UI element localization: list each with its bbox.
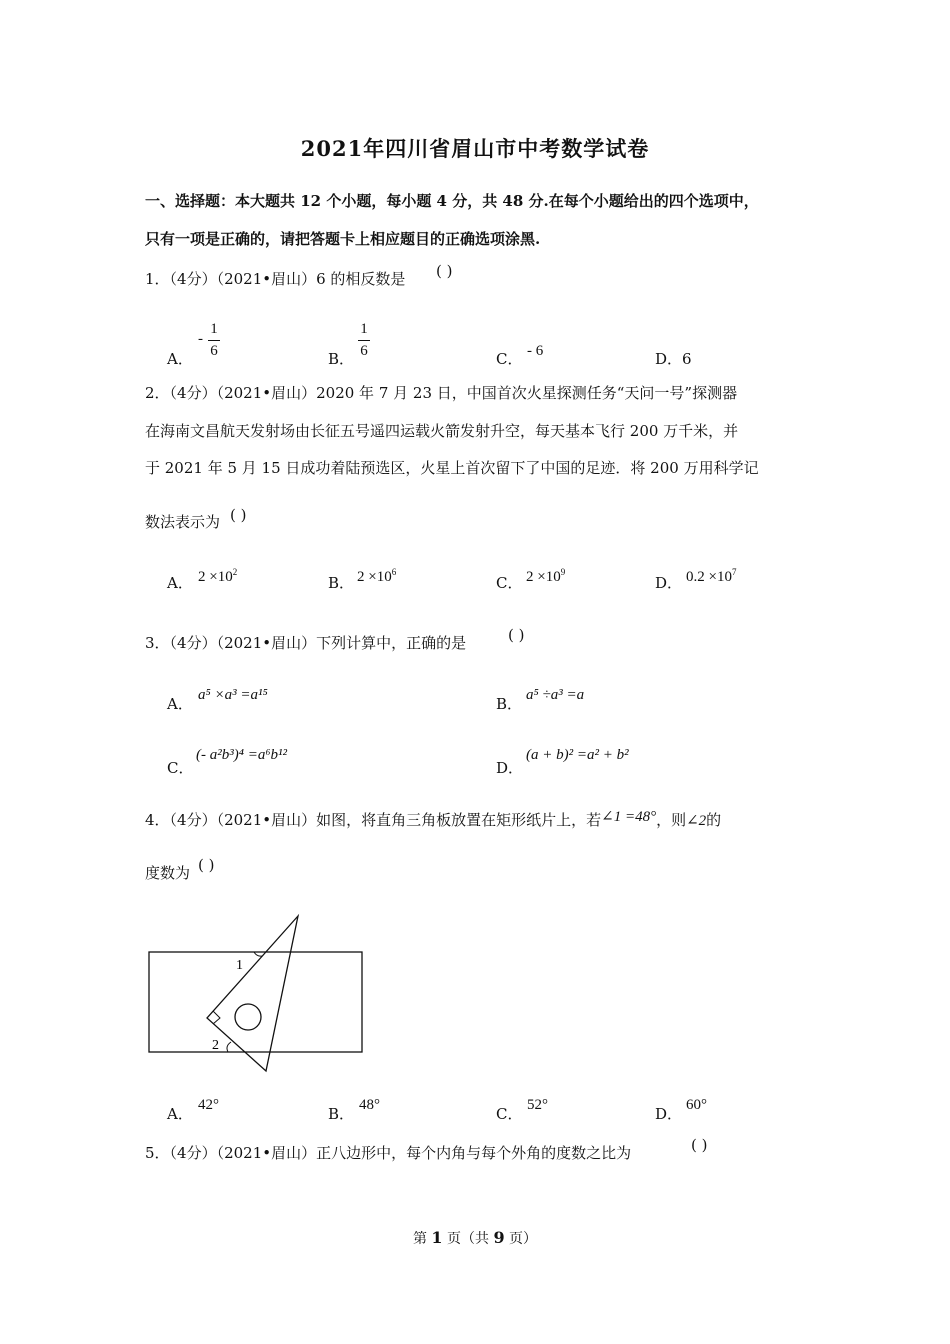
option-d-label: D． [655, 574, 683, 592]
geometry-figure [140, 905, 380, 1080]
option-a-value: 42° [198, 1097, 219, 1113]
option-d-label: D． [655, 1105, 683, 1123]
answer-paren: ( ) [508, 626, 525, 644]
option-d-value: 60° [686, 1097, 707, 1113]
option-c-expr: (- a²b³)⁴ =a⁶b¹² [196, 747, 288, 763]
question-2-line4: 数法表示为 [145, 513, 221, 531]
angle-1-expr: ∠1 =48° [601, 809, 657, 825]
page-total: 9 [493, 1228, 505, 1247]
option-b-label: B． [328, 574, 355, 592]
angle-2-expr: ∠2 [686, 813, 707, 829]
option-b-numerator: 1 [360, 321, 368, 337]
question-2-line2: 在海南文昌航天发射场由长征五号遥四运载火箭发射升空，每天基本飞行 200 万千米，并 [145, 422, 739, 440]
option-c-value: - 6 [527, 343, 544, 359]
option-b-label: B． [328, 1105, 355, 1123]
option-a-numerator: 1 [210, 321, 218, 337]
page-number: 1 [431, 1228, 443, 1247]
triangle-hole [235, 1004, 261, 1030]
question-2-line1: 2．（4分）（2021•眉山）2020 年 7 月 23 日，中国首次火星探测任务“天问一号”探测器 [145, 384, 738, 402]
option-a-label: A． [167, 574, 193, 592]
option-a-expr: a⁵ ×a³ =a¹⁵ [198, 687, 268, 703]
answer-paren: ( ) [436, 262, 453, 280]
document-title: 2021年四川省眉山市中考数学试卷 [300, 136, 650, 161]
angle-label-2: 2 [212, 1038, 219, 1053]
page-footer: 第 1 页（共 9 页） [412, 1228, 538, 1247]
option-c-label: C． [167, 759, 194, 777]
option-a-label: A． [167, 350, 193, 368]
option-b-expr: a⁵ ÷a³ =a [526, 687, 585, 703]
option-b-value: $2 \times 10^6$ [357, 567, 397, 585]
question-1-stem: 1．（4分）（2021•眉山）6 的相反数是 [145, 270, 406, 288]
section-header-line1: 一、选择题：本大题共 12 个小题，每小题 4 分，共 48 分.在每个小题给出的四个选项中， [145, 192, 759, 210]
rectangle-paper [149, 952, 362, 1052]
option-d-expr: (a + b)² =a² + b² [526, 747, 629, 763]
option-b-denominator: 6 [360, 343, 368, 359]
option-b-label: B． [496, 695, 523, 713]
option-d-value: $0.2 \times 10^7$ [686, 567, 737, 585]
option-a-label: A． [167, 1105, 193, 1123]
right-angle-mark [213, 1011, 220, 1024]
question-3-stem: 3．（4分）（2021•眉山）下列计算中，正确的是 [145, 634, 467, 652]
answer-paren: ( ) [691, 1136, 708, 1154]
option-a-denominator: 6 [210, 343, 218, 359]
option-c-value: 52° [527, 1097, 548, 1113]
angle-label-1: 1 [236, 958, 243, 973]
option-c-label: C． [496, 574, 523, 592]
option-b-label: B． [328, 350, 355, 368]
question-2-line3: 于 2021 年 5 月 15 日成功着陆预选区，火星上首次留下了中国的足迹．将 200 万用科学记 [145, 459, 759, 477]
option-b-value: 48° [359, 1097, 380, 1113]
question-5-stem: 5．（4分）（2021•眉山）正八边形中，每个内角与每个外角的度数之比为 [145, 1144, 632, 1162]
answer-paren: ( ) [198, 856, 215, 874]
question-4-stem: 4．（4分）（2021•眉山）如图，将直角三角板放置在矩形纸片上，若∠1 =48°，则∠2的 [145, 809, 722, 829]
option-d-label: D． [496, 759, 524, 777]
option-a-sign: - [198, 331, 203, 347]
angle-2-arc [227, 1042, 231, 1052]
right-triangle [207, 916, 298, 1071]
option-d: D．6 [655, 350, 692, 368]
answer-paren: ( ) [230, 506, 247, 524]
option-b-fraction-bar [358, 340, 370, 341]
option-c-value: $2 \times 10^9$ [526, 567, 566, 585]
question-4-line2: 度数为 [145, 864, 191, 882]
option-a-fraction-bar [208, 340, 220, 341]
option-a-label: A． [167, 695, 193, 713]
section-header-line2: 只有一项是正确的，请把答题卡上相应题目的正确选项涂黑. [145, 230, 541, 248]
option-a-value: $2 \times 10^2$ [198, 567, 238, 585]
option-c-label: C． [496, 1105, 523, 1123]
option-c-label: C． [496, 350, 523, 368]
